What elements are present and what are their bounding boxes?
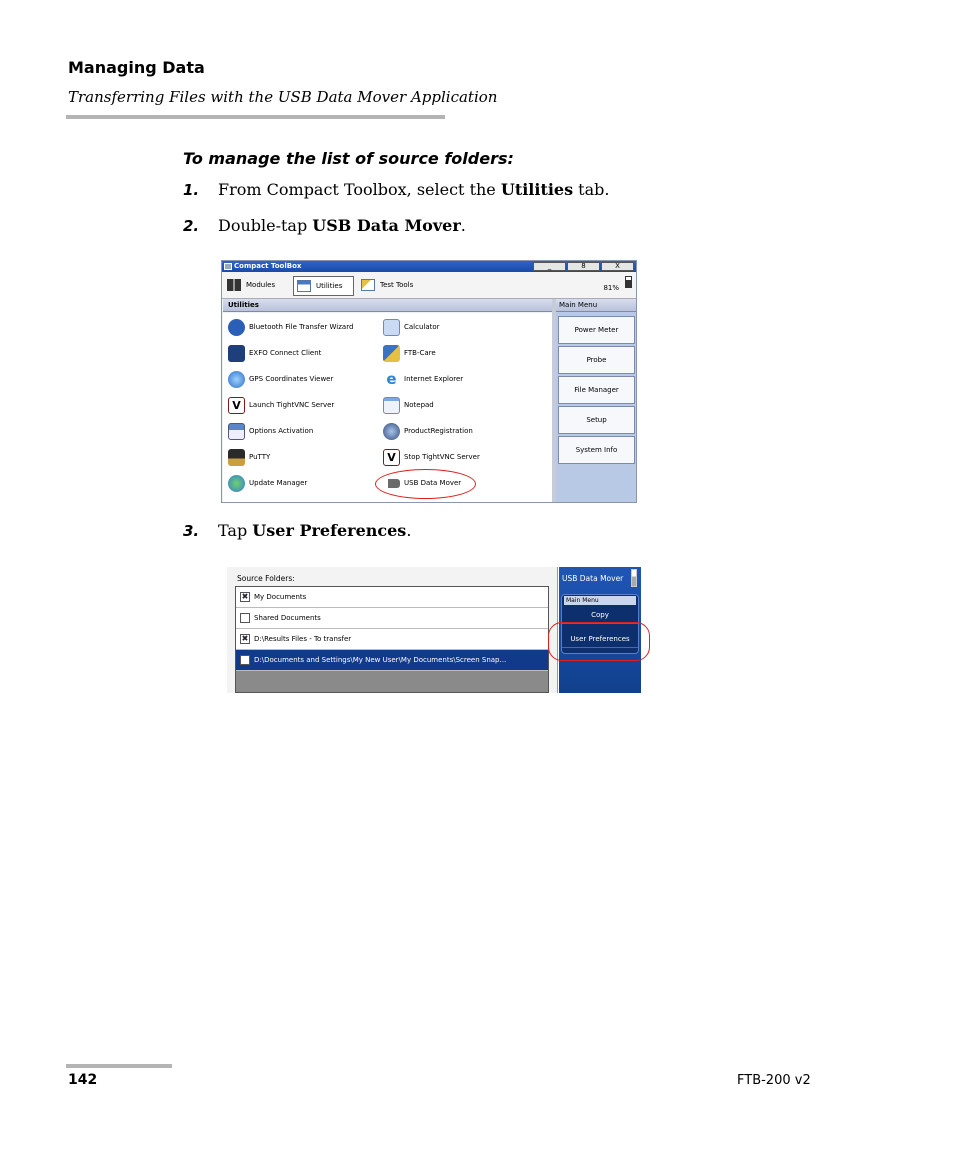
tab-test-tools[interactable]: Test Tools [358, 276, 428, 296]
procedure-title: To manage the list of source folders: [183, 149, 514, 168]
section-subtitle: Transferring Files with the USB Data Mover Application [68, 88, 498, 106]
chapter-title: Managing Data [68, 58, 205, 77]
calculator-icon [383, 319, 400, 336]
system-info-button[interactable]: System Info [558, 436, 635, 464]
tab-bar [222, 272, 636, 299]
app-icon [224, 263, 232, 270]
user-preferences-button[interactable]: User Preferences [562, 630, 638, 648]
step-number: 2. [183, 217, 200, 235]
battery-percent: 81% [603, 284, 619, 292]
list-item[interactable]: GPS Coordinates Viewer [225, 368, 333, 390]
folder-row[interactable]: Shared Documents [236, 608, 548, 629]
list-item[interactable]: Update Manager [225, 472, 307, 494]
page-number: 142 [68, 1072, 98, 1088]
folder-row[interactable]: ✖ D:\Results Files - To transfer [236, 629, 548, 650]
tightvnc-stop-icon: V [383, 449, 400, 466]
close-button[interactable]: X [601, 262, 634, 271]
ftb-care-icon [383, 345, 400, 362]
battery-icon [631, 569, 637, 587]
list-item[interactable]: EXFO Connect Client [225, 342, 321, 364]
source-folders-panel [227, 567, 558, 693]
setup-button[interactable]: Setup [558, 406, 635, 434]
list-item[interactable]: V Stop TightVNC Server [380, 446, 480, 468]
tightvnc-icon: V [228, 397, 245, 414]
update-globe-icon [228, 475, 245, 492]
internet-explorer-icon: e [383, 371, 400, 388]
window-title: Compact ToolBox [234, 262, 302, 270]
battery-icon [625, 276, 632, 288]
folder-row[interactable]: ✖ My Documents [236, 587, 548, 608]
source-folders-label: Source Folders: [237, 574, 295, 583]
exfo-connect-icon [228, 345, 245, 362]
highlight-circle [375, 469, 476, 499]
list-item[interactable]: e Internet Explorer [380, 368, 463, 390]
globe-icon [228, 371, 245, 388]
test-tools-icon [361, 279, 375, 291]
utilities-header: Utilities [223, 299, 552, 312]
list-item[interactable]: Options Activation [225, 420, 313, 442]
utilities-icon [297, 280, 311, 292]
notepad-icon [383, 397, 400, 414]
list-item[interactable]: Notepad [380, 394, 434, 416]
app-title: USB Data Mover [562, 574, 624, 583]
step-text: Tap User Preferences. [218, 521, 412, 540]
list-item[interactable]: Bluetooth File Transfer Wizard [225, 316, 353, 338]
main-menu-panel [556, 299, 637, 503]
putty-icon [228, 449, 245, 466]
step-number: 3. [183, 522, 200, 540]
highlight-circle [548, 622, 650, 661]
checkbox[interactable]: ✖ [241, 634, 249, 643]
checkbox[interactable] [240, 613, 250, 623]
list-item[interactable]: Calculator [380, 316, 440, 338]
list-item[interactable]: FTB-Care [380, 342, 436, 364]
minimize-button[interactable]: _ [533, 262, 566, 271]
copy-button[interactable]: Copy [562, 606, 638, 624]
bluetooth-icon [228, 319, 245, 336]
step-text: Double-tap USB Data Mover. [218, 216, 466, 235]
product-name: FTB-200 v2 [737, 1073, 811, 1088]
modules-icon [227, 279, 241, 291]
list-item[interactable]: V Launch TightVNC Server [225, 394, 334, 416]
step-text: From Compact Toolbox, select the Utilities tab. [218, 180, 610, 199]
tab-utilities[interactable]: Utilities [293, 276, 354, 296]
main-menu-title: Main Menu [564, 596, 636, 605]
header-rule [66, 115, 445, 119]
checkbox[interactable]: ✖ [241, 592, 249, 601]
step-number: 1. [183, 181, 200, 199]
tab-modules[interactable]: Modules [224, 276, 286, 296]
list-item[interactable]: ProductRegistration [380, 420, 473, 442]
source-folders-list [235, 586, 549, 693]
probe-button[interactable]: Probe [558, 346, 635, 374]
file-manager-button[interactable]: File Manager [558, 376, 635, 404]
compact-toolbox-screenshot [221, 260, 637, 503]
checkbox[interactable] [240, 655, 250, 665]
restore-button[interactable]: 8 [567, 262, 600, 271]
footer-rule [66, 1064, 172, 1068]
main-menu-title: Main Menu [556, 299, 637, 312]
power-meter-button[interactable]: Power Meter [558, 316, 635, 344]
list-item[interactable]: PuTTY [225, 446, 270, 468]
options-activation-icon [228, 423, 245, 440]
usb-data-mover-item[interactable]: USB Data Mover [380, 472, 461, 494]
folder-row-selected[interactable]: D:\Documents and Settings\My New User\My Documents\Screen Snap... [236, 650, 548, 671]
product-registration-icon [383, 423, 400, 440]
